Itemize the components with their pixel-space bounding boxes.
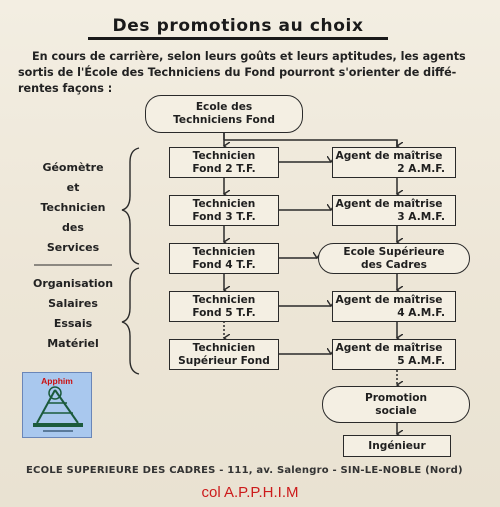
side-label: Géomètre xyxy=(42,161,104,174)
box-line-1: Agent de maîtrise xyxy=(335,197,443,210)
box-ecole-techniciens-fond xyxy=(145,95,303,133)
box-line-2: 4 A.M.F. xyxy=(397,306,445,319)
logo-name: Apphim xyxy=(41,376,73,386)
box-line-1: Agent de maîtrise xyxy=(335,341,443,354)
box-line-2: Fond 3 T.F. xyxy=(192,210,256,223)
box-line-1: Ecole Supérieure xyxy=(343,245,445,258)
box-agent-maitrise-5amf xyxy=(332,339,456,370)
split-connector xyxy=(224,133,397,147)
intro-line-1: En cours de carrière, selon leurs goûts et leurs aptitudes, les agents xyxy=(32,50,466,63)
box-ingenieur xyxy=(343,435,451,457)
box-line-2: Fond 4 T.F. xyxy=(192,258,256,271)
side-label: et xyxy=(66,181,80,194)
box-line-2: 3 A.M.F. xyxy=(397,210,445,223)
intro-line-2: sortis de l'École des Techniciens du Fond pourront s'orienter de diffé- xyxy=(18,66,457,79)
box-line-1: Ingénieur xyxy=(368,439,426,452)
side-label: Services xyxy=(46,241,100,254)
footer-address: ECOLE SUPERIEURE DES CADRES - 111, av. Salengro - SIN-LE-NOBLE (Nord) xyxy=(26,465,463,476)
collection-credit: col A.P.P.H.I.M xyxy=(201,484,299,501)
box-line-2: des Cadres xyxy=(361,258,427,271)
side-label: Organisation xyxy=(32,277,114,290)
mine-headframe-icon xyxy=(23,373,93,439)
apphim-logo xyxy=(22,372,92,438)
box-technicien-superieur-fond xyxy=(169,339,279,370)
box-agent-maitrise-3amf xyxy=(332,195,456,226)
side-group-organisation xyxy=(20,274,126,354)
box-line-1: Technicien xyxy=(192,149,256,162)
box-line-1: Ecole des xyxy=(195,101,253,113)
box-line-2: Techniciens Fond xyxy=(173,114,275,126)
box-line-2: Fond 2 T.F. xyxy=(192,162,256,175)
box-line-1: Technicien xyxy=(192,293,256,306)
box-line-1: Technicien xyxy=(192,245,256,258)
box-ecole-superieure-cadres xyxy=(318,243,470,274)
box-agent-maitrise-2amf xyxy=(332,147,456,178)
side-label: Salaires xyxy=(48,297,98,310)
box-line-1: Promotion xyxy=(364,391,428,404)
box-line-1: Technicien xyxy=(192,197,256,210)
page-title: Des promotions au choix xyxy=(88,16,388,40)
box-line-2: sociale xyxy=(375,404,417,417)
box-line-1: Agent de maîtrise xyxy=(335,149,443,162)
box-line-2: Fond 5 T.F. xyxy=(192,306,256,319)
side-label: Essais xyxy=(53,317,93,330)
box-line-2: Supérieur Fond xyxy=(178,354,270,367)
side-label: Technicien xyxy=(40,201,106,214)
box-line-1: Technicien xyxy=(192,341,256,354)
box-line-2: 5 A.M.F. xyxy=(397,354,445,367)
box-technicien-5tf xyxy=(169,291,279,322)
box-technicien-3tf xyxy=(169,195,279,226)
side-group-geometre xyxy=(20,158,126,258)
box-line-2: 2 A.M.F. xyxy=(397,162,445,175)
box-promotion-sociale xyxy=(322,386,470,423)
side-label: Matériel xyxy=(47,337,99,350)
intro-line-3: rentes façons : xyxy=(18,82,113,95)
box-technicien-4tf xyxy=(169,243,279,274)
box-agent-maitrise-4amf xyxy=(332,291,456,322)
side-label: des xyxy=(62,221,84,234)
box-line-1: Agent de maîtrise xyxy=(335,293,443,306)
box-technicien-2tf xyxy=(169,147,279,178)
